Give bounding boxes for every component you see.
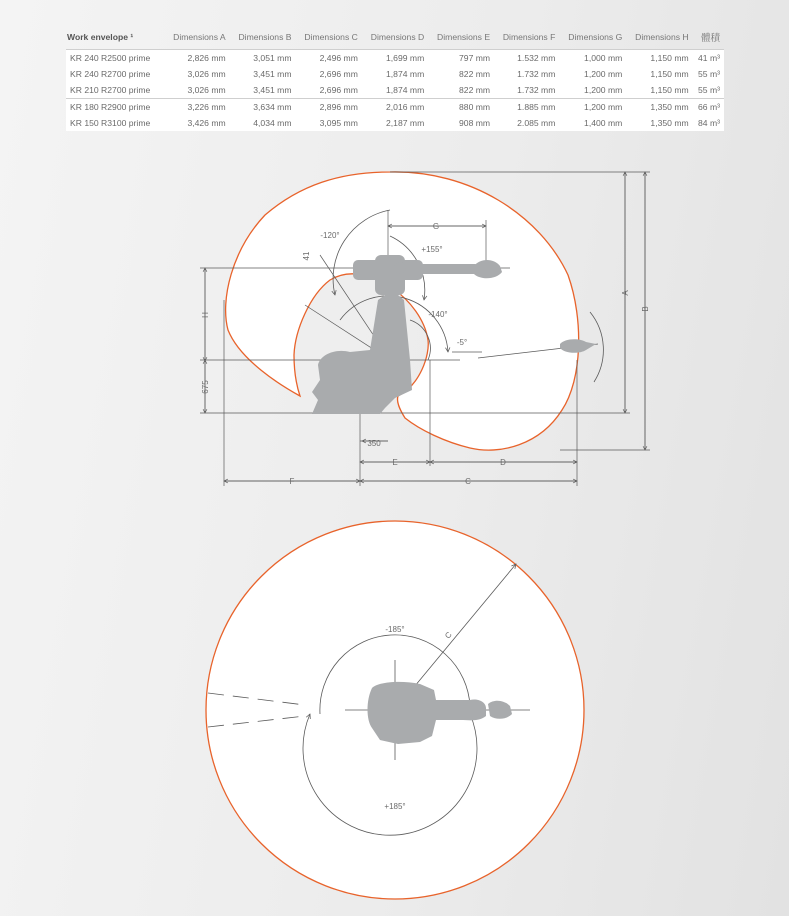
cell-volume: 84 m³	[692, 115, 724, 131]
cell-model: KR 240 R2700 prime	[66, 66, 163, 82]
cell-dim-e: 822 mm	[427, 82, 493, 99]
label-dim-a: A	[621, 290, 630, 296]
cell-dim-c: 2,696 mm	[294, 82, 360, 99]
cell-dim-b: 4,034 mm	[229, 115, 295, 131]
label-angle-minus-5: -5°	[456, 338, 468, 347]
cell-dim-a: 2,826 mm	[163, 50, 228, 67]
cell-dim-f: 2.085 mm	[493, 115, 558, 131]
cell-volume: 55 m³	[692, 66, 724, 82]
cell-dim-g: 1,400 mm	[558, 115, 625, 131]
label-dim-f: F	[289, 477, 295, 486]
header-dimensions-f: Dimensions F	[493, 28, 558, 50]
header-dimensions-c: Dimensions C	[294, 28, 360, 50]
cell-dim-d: 1,874 mm	[361, 82, 427, 99]
header-dimensions-b: Dimensions B	[229, 28, 295, 50]
top-view-diagram	[206, 521, 584, 899]
cell-dim-b: 3,451 mm	[229, 66, 295, 82]
label-dim-41: 41	[302, 251, 311, 261]
label-dim-g: G	[432, 222, 440, 231]
cell-dim-e: 880 mm	[427, 99, 493, 116]
cell-dim-h: 1,350 mm	[625, 115, 691, 131]
cell-dim-h: 1,350 mm	[625, 99, 691, 116]
label-dim-c: C	[465, 477, 471, 486]
cell-dim-b: 3,451 mm	[229, 82, 295, 99]
header-dimensions-a: Dimensions A	[163, 28, 228, 50]
cell-dim-h: 1,150 mm	[625, 66, 691, 82]
cell-dim-g: 1,200 mm	[558, 82, 625, 99]
cell-dim-g: 1,200 mm	[558, 66, 625, 82]
cell-model: KR 150 R3100 prime	[66, 115, 163, 131]
header-dimensions-h: Dimensions H	[625, 28, 691, 50]
cell-volume: 41 m³	[692, 50, 724, 67]
side-view-diagram	[200, 172, 650, 486]
label-top-dim-c: C	[443, 630, 454, 641]
cell-dim-d: 1,874 mm	[361, 66, 427, 82]
label-angle-plus-155: +155°	[421, 245, 443, 254]
cell-dim-b: 3,634 mm	[229, 99, 295, 116]
cell-dim-h: 1,150 mm	[625, 82, 691, 99]
cell-volume: 55 m³	[692, 82, 724, 99]
cell-dim-b: 3,051 mm	[229, 50, 295, 67]
cell-dim-e: 908 mm	[427, 115, 493, 131]
label-dim-675: 675	[201, 380, 210, 394]
cell-dim-d: 2,187 mm	[361, 115, 427, 131]
cell-dim-c: 3,095 mm	[294, 115, 360, 131]
cell-dim-h: 1,150 mm	[625, 50, 691, 67]
label-angle-plus-185: +185°	[384, 802, 406, 811]
cell-dim-e: 797 mm	[427, 50, 493, 67]
cell-dim-c: 2,696 mm	[294, 66, 360, 82]
cell-dim-f: 1.532 mm	[493, 50, 558, 67]
cell-model: KR 210 R2700 prime	[66, 82, 163, 99]
header-dimensions-g: Dimensions G	[558, 28, 625, 50]
cell-dim-a: 3,026 mm	[163, 82, 228, 99]
cell-volume: 66 m³	[692, 99, 724, 116]
cell-dim-a: 3,226 mm	[163, 99, 228, 116]
label-dim-h: H	[201, 312, 210, 318]
label-angle-minus-185: -185°	[385, 625, 405, 634]
cell-dim-g: 1,000 mm	[558, 50, 625, 67]
cell-dim-a: 3,426 mm	[163, 115, 228, 131]
cell-dim-d: 2,016 mm	[361, 99, 427, 116]
cell-dim-d: 1,699 mm	[361, 50, 427, 67]
cell-dim-f: 1.732 mm	[493, 66, 558, 82]
header-dimensions-e: Dimensions E	[427, 28, 493, 50]
label-dim-b: B	[641, 306, 650, 312]
label-dim-e: E	[392, 458, 398, 467]
label-angle-minus-120: -120°	[320, 231, 340, 240]
header-volume: 體積	[692, 28, 724, 50]
cell-dim-e: 822 mm	[427, 66, 493, 82]
header-work-envelope: Work envelope ¹	[66, 28, 163, 50]
cell-model: KR 180 R2900 prime	[66, 99, 163, 116]
header-dimensions-d: Dimensions D	[361, 28, 427, 50]
cell-dim-c: 2,896 mm	[294, 99, 360, 116]
cell-dim-f: 1.885 mm	[493, 99, 558, 116]
label-angle-minus-140: -140°	[428, 310, 448, 319]
label-dim-350: 350	[367, 439, 381, 448]
cell-model: KR 240 R2500 prime	[66, 50, 163, 67]
cell-dim-g: 1,200 mm	[558, 99, 625, 116]
cell-dim-c: 2,496 mm	[294, 50, 360, 67]
cell-dim-a: 3,026 mm	[163, 66, 228, 82]
label-dim-d: D	[500, 458, 506, 467]
cell-dim-f: 1.732 mm	[493, 82, 558, 99]
